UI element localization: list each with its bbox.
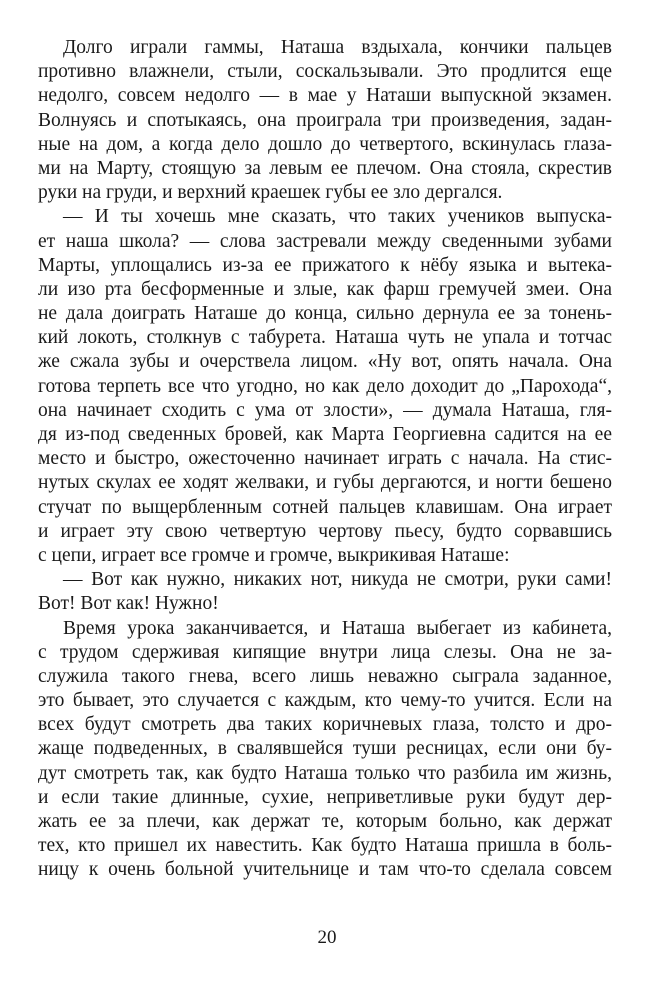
text-line: и если такие длинные, сухие, неприветливые руки будут дер- (38, 786, 612, 808)
text-line: ные на дом, а когда дело дошло до четвертого, вскинулась глаза- (38, 133, 612, 155)
text-line: ли изо рта бесформенные и злые, как фарш гремучей змеи. Она (38, 278, 612, 300)
text-line: не дала доиграть Наташе до конца, сильно дернула ее за тонень- (38, 303, 612, 325)
text-line: же сжала зубы и очерствела лицом. «Ну вот, опять начала. Она (38, 351, 612, 373)
text-line: — Вот как нужно, никаких нот, никуда не смотри, руки сами! (63, 569, 612, 591)
text-line: с трудом сдерживая кипящие внутри лица слезы. Она не за- (38, 641, 612, 663)
text-line: Волнуясь и спотыкаясь, она проиграла три произведения, задан- (38, 109, 612, 131)
text-line: — И ты хочешь мне сказать, что таких учеников выпуска- (63, 206, 612, 228)
text-line: руки на груди, и верхний краешек губы ее зло дергался. (38, 182, 503, 204)
text-line: всех будут смотреть два таких коричневых глаза, толсто и дро- (38, 714, 612, 736)
text-line: готова терпеть все что угодно, но как дело доходит до „Парохода“, (38, 375, 612, 397)
page-number: 20 (317, 927, 337, 948)
text-line: ет наша школа? — слова застревали между сведенными зубами (38, 230, 612, 252)
text-line: жаще подведенных, в свалявшейся туши ресницах, если они бу- (38, 738, 612, 760)
text-line: ми на Марту, стоящую за левым ее плечом. Она стояла, скрестив (38, 157, 612, 179)
text-line: она начинает сходить с ума от злости», — думала Наташа, гля- (38, 399, 612, 421)
text-line: тех, кто пришел их навестить. Как будто Наташа пришла в боль- (38, 835, 612, 857)
text-line: Долго играли гаммы, Наташа вздыхала, кончики пальцев (63, 37, 612, 58)
text-line: дя из-под сведенных бровей, как Марта Георгиевна садится на ее (38, 424, 612, 445)
text-line: с цепи, играет все громче и громче, выкрикивая Наташе: (38, 544, 510, 566)
text-line: стучат по выщербленным сотней пальцев клавишам. Она играет (38, 496, 612, 518)
text-line: противно влажнели, стыли, соскальзывали. Это продлится еще (38, 61, 612, 83)
text-line: Марты, уплощались из-за ее прижатого к нёбу языка и вытека- (38, 254, 612, 276)
text-line: дут смотреть так, как будто Наташа только что разбила им жизнь, (38, 762, 612, 784)
text-line: недолго, совсем недолго — в мае у Наташи выпускной экзамен. (38, 85, 612, 107)
text-line: кий локоть, столкнув с табурета. Наташа чуть не упала и тотчас (38, 327, 612, 349)
text-line: место и быстро, ожесточенно начинает играть с начала. На стис- (38, 448, 612, 470)
text-line: и играет эту свою четвертую чертову пьесу, будто сорвавшись (38, 520, 612, 542)
text-line: Время урока заканчивается, и Наташа выбегает из кабинета, (63, 617, 612, 639)
text-line: жать ее за плечи, как держат те, которым больно, как держат (38, 811, 612, 832)
text-line: ницу к очень больной учительнице и там что-то сделала совсем (38, 859, 612, 881)
text-line: служила такого гнева, всего лишь неважно сыграла заданное, (38, 665, 612, 687)
text-line: нутых скулах ее ходят желваки, и губы дергаются, и ногти бешено (38, 472, 612, 494)
text-line: Вот! Вот как! Нужно! (38, 593, 219, 615)
body-text (38, 36, 612, 883)
text-line: это бывает, это случается с каждым, кто чему-то учится. Если на (38, 690, 612, 712)
